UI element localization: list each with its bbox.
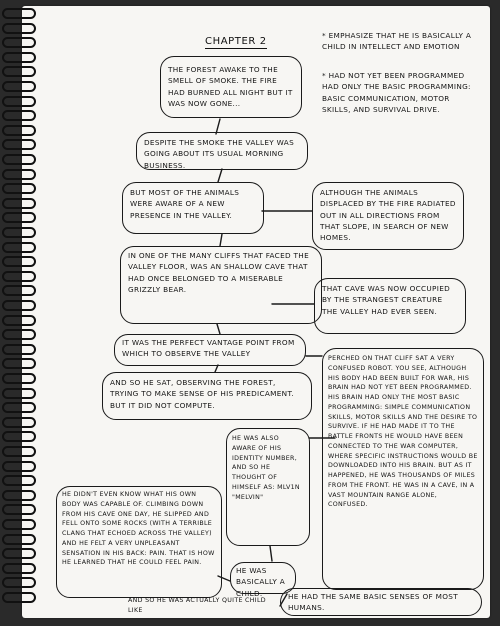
spiral-ring	[2, 446, 36, 457]
spiral-ring	[2, 212, 36, 223]
spiral-ring	[2, 548, 36, 559]
box-confused-robot-text: PERCHED ON THAT CLIFF SAT A VERY CONFUSED ROBOT. YOU SEE, ALTHOUGH HIS BODY HAD BEEN BUILT FOR WAR, HIS BRAIN HAD NOT YET BEEN PROGRAMMED. HIS BRAIN HAD ONLY THE MOST BASIC PROGRAMMING: SIMPLE COMMUNICATION SKILLS, MOTOR SKILLS AND THE DESIRE TO SURVIVE. IF HE HAD MADE IT TO THE BATTLE FRONTS HE WOULD HAVE BEEN CONNECTED TO THE WAR COMPUTER, WHERE SPECIFIC INSTRUCTIONS WOULD BE DOWNLOADED INTO HIS BRAIN. BUT AS IT HAPPENED, HE WAS THOUSANDS OF MILES FROM THE FRONT. HE WAS IN A CAVE, IN A VAST MOUNTAIN RANGE ALONE, CONFUSED.	[328, 355, 478, 509]
box-observing-forest-text: AND SO HE SAT, OBSERVING THE FOREST, TRYING TO MAKE SENSE OF HIS PREDICAMENT. BUT IT DID NOT COMPUTE.	[110, 378, 294, 410]
spiral-ring	[2, 8, 36, 19]
spiral-ring	[2, 592, 36, 603]
spiral-ring	[2, 23, 36, 34]
spiral-ring	[2, 37, 36, 48]
box-animals-aware-text: BUT MOST OF THE ANIMALS WERE AWARE OF A NEW PRESENCE IN THE VALLEY.	[130, 188, 240, 220]
spiral-ring	[2, 431, 36, 442]
spiral-ring	[2, 96, 36, 107]
chapter-title: CHAPTER 2	[205, 36, 267, 47]
spiral-ring	[2, 373, 36, 384]
spiral-ring	[2, 534, 36, 545]
spiral-ring	[2, 300, 36, 311]
spiral-ring	[2, 344, 36, 355]
box-animals-displaced-text: ALTHOUGH THE ANIMALS DISPLACED BY THE FIRE RADIATED OUT IN ALL DIRECTIONS FROM THAT SLOPE, IN SEARCH OF NEW HOMES.	[320, 188, 456, 243]
spiral-ring	[2, 52, 36, 63]
box-valley-business-text: DESPITE THE SMOKE THE VALLEY WAS GOING ABOUT ITS USUAL MORNING BUSINESS.	[144, 138, 295, 170]
spiral-ring	[2, 169, 36, 180]
note-programming: * HAD NOT YET BEEN PROGRAMMED HAD ONLY THE BASIC PROGRAMMING: BASIC COMMUNICATION, MOTOR SKILLS, AND SURVIVAL DRIVE.	[322, 71, 471, 114]
spiral-ring	[2, 139, 36, 150]
spiral-ring	[2, 315, 36, 326]
box-forest-awake-text: THE FOREST AWAKE TO THE SMELL OF SMOKE. THE FIRE HAD BURNED ALL NIGHT BUT IT WAS NOW GONE...	[168, 65, 293, 108]
spiral-ring	[2, 358, 36, 369]
spiral-ring	[2, 198, 36, 209]
spiral-ring	[2, 577, 36, 588]
spiral-ring	[2, 563, 36, 574]
spiral-ring	[2, 329, 36, 340]
note-child-intellect: * EMPHASIZE THAT HE IS BASICALLY A CHILD IN INTELLECT AND EMOTION	[322, 31, 472, 52]
spiral-binding	[0, 8, 36, 618]
spiral-ring	[2, 417, 36, 428]
spiral-ring	[2, 154, 36, 165]
spiral-ring	[2, 475, 36, 486]
spiral-ring	[2, 110, 36, 121]
box-basic-senses-text: HE HAD THE SAME BASIC SENSES OF MOST HUMANS.	[288, 592, 458, 613]
box-cave-occupied-text: THAT CAVE WAS NOW OCCUPIED BY THE STRANGEST CREATURE THE VALLEY HAD EVER SEEN.	[322, 284, 451, 316]
spiral-ring	[2, 388, 36, 399]
spiral-ring	[2, 490, 36, 501]
spiral-ring	[2, 256, 36, 267]
box-basically-child-text: HE WAS BASICALLY A CHILD.	[236, 566, 286, 598]
spiral-ring	[2, 227, 36, 238]
box-identity-number-text: HE WAS ALSO AWARE OF HIS IDENTITY NUMBER, AND SO HE THOUGHT OF HIMSELF AS: MLV1N "MELVIN"	[232, 435, 300, 501]
spiral-ring	[2, 81, 36, 92]
spiral-ring	[2, 183, 36, 194]
box-body-capable-text: HE DIDN'T EVEN KNOW WHAT HIS OWN BODY WAS CAPABLE OF. CLIMBING DOWN FROM HIS CAVE ONE DAY, HE SLIPPED AND FELL ONTO SOME ROCKS (WITH A TERRIBLE CLANG THAT ECHOED ACROSS THE VALLEY) AND HE FELT A VERY UNPLEASANT SENSATION IN HIS BACK: PAIN. THAT IS HOW HE LEARNED THAT HE COULD FEEL PAIN.	[62, 491, 215, 567]
spiral-ring	[2, 461, 36, 472]
notebook-page	[22, 6, 490, 618]
spiral-ring	[2, 271, 36, 282]
spiral-ring	[2, 519, 36, 530]
spiral-ring	[2, 402, 36, 413]
spiral-ring	[2, 66, 36, 77]
spiral-ring	[2, 125, 36, 136]
spiral-ring	[2, 504, 36, 515]
spiral-ring	[2, 242, 36, 253]
box-vantage-point-text: IT WAS THE PERFECT VANTAGE POINT FROM WHICH TO OBSERVE THE VALLEY	[122, 338, 295, 359]
note-child-like: AND SO HE WAS ACTUALLY QUITE CHILD LIKE	[128, 597, 266, 614]
spiral-ring	[2, 285, 36, 296]
box-shallow-cave-text: IN ONE OF THE MANY CLIFFS THAT FACED THE VALLEY FLOOR, WAS AN SHALLOW CAVE THAT HAD ONCE BELONGED TO A MISERABLE GRIZZLY BEAR.	[128, 251, 309, 294]
